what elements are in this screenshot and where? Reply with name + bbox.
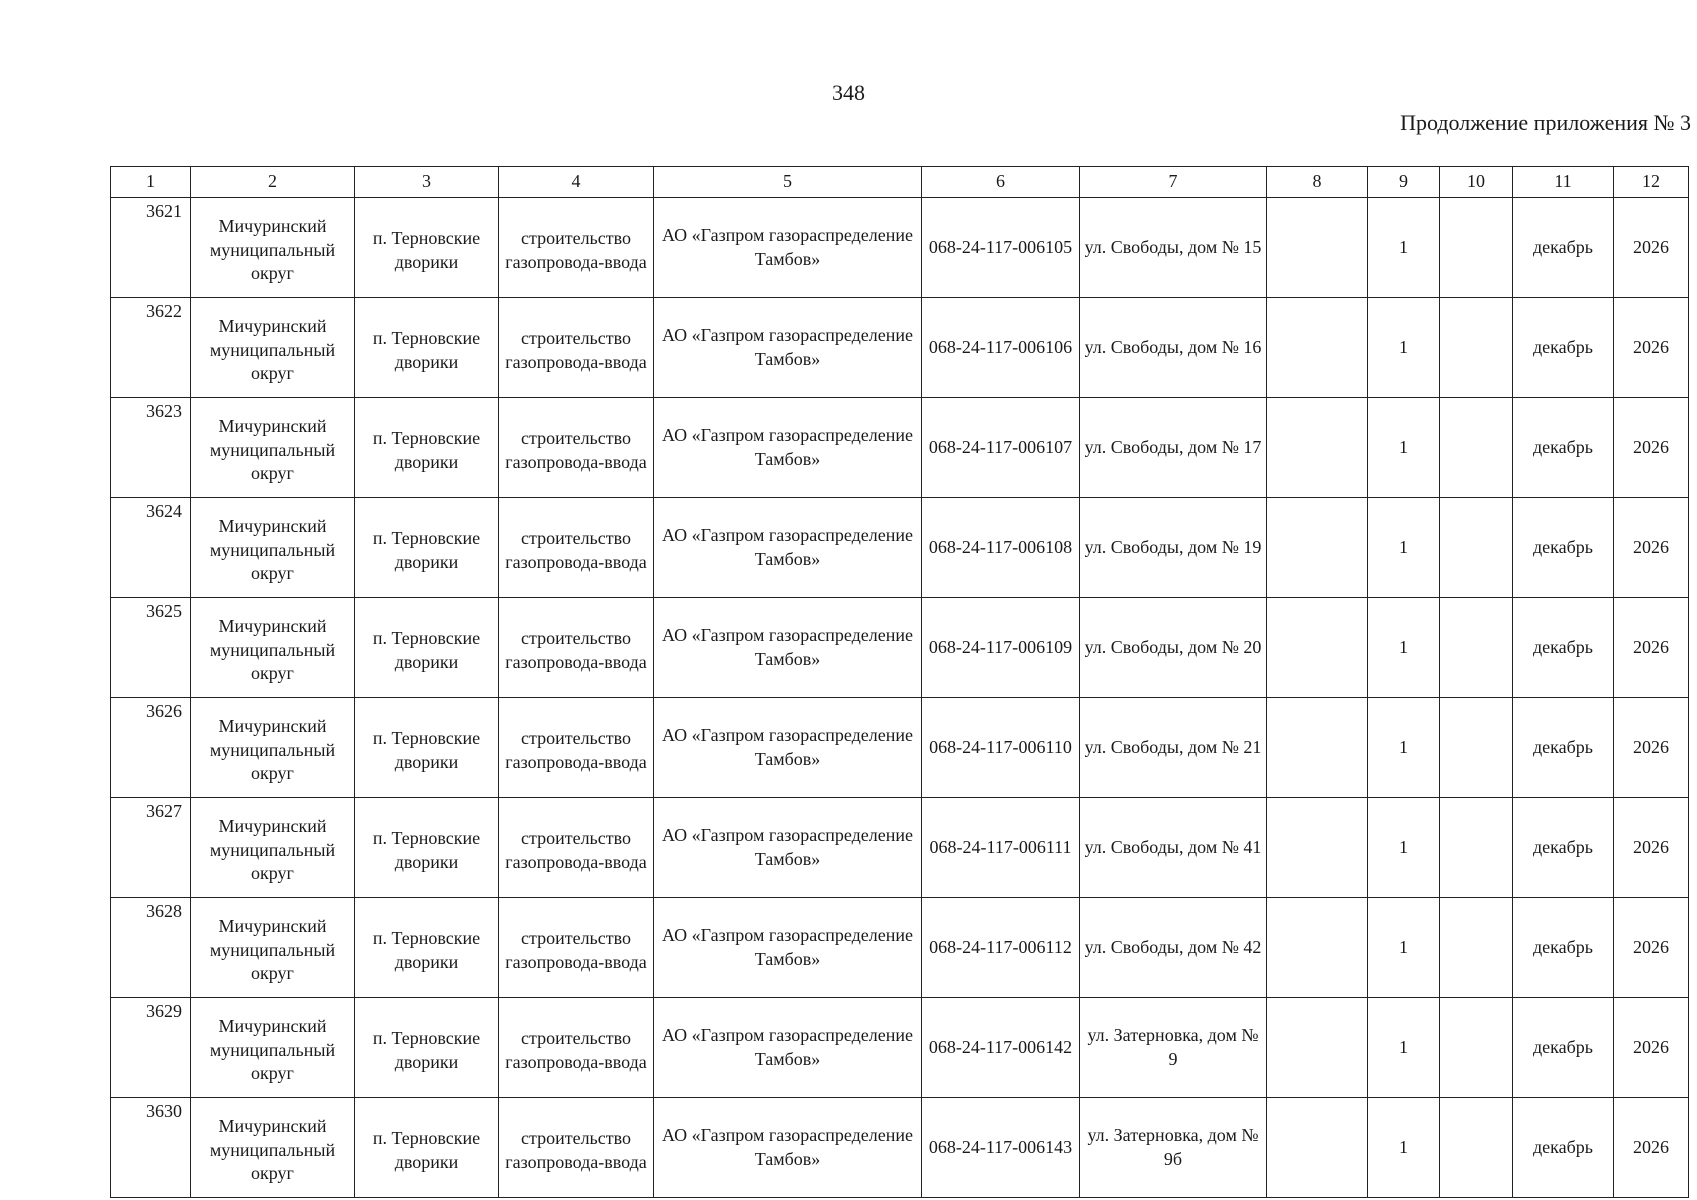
column-number: 3 bbox=[355, 167, 499, 198]
month-cell: декабрь bbox=[1513, 398, 1614, 498]
month-cell: декабрь bbox=[1513, 298, 1614, 398]
district-cell: Мичуринский муниципальный округ bbox=[191, 198, 355, 298]
address-cell: ул. Свободы, дом № 15 bbox=[1080, 198, 1267, 298]
table-row bbox=[111, 798, 1689, 898]
organization-cell: АО «Газпром газораспределение Тамбов» bbox=[654, 298, 922, 398]
page-number: 348 bbox=[832, 80, 865, 105]
continuation-title: Продолжение приложения № 3 bbox=[1400, 110, 1691, 135]
quantity-cell: 1 bbox=[1368, 998, 1440, 1098]
address-cell: ул. Свободы, дом № 42 bbox=[1080, 898, 1267, 998]
row-number: 3624 bbox=[111, 498, 191, 598]
district-cell: Мичуринский муниципальный округ bbox=[191, 1098, 355, 1198]
col8-cell bbox=[1267, 198, 1368, 298]
address-cell: ул. Свободы, дом № 19 bbox=[1080, 498, 1267, 598]
address-cell: ул. Свободы, дом № 41 bbox=[1080, 798, 1267, 898]
month-cell: декабрь bbox=[1513, 598, 1614, 698]
object-code-cell: 068-24-117-006106 bbox=[922, 298, 1080, 398]
settlement-cell: п. Терновские дворики bbox=[355, 798, 499, 898]
month-cell: декабрь bbox=[1513, 698, 1614, 798]
col10-cell bbox=[1440, 498, 1513, 598]
year-cell: 2026 bbox=[1614, 698, 1689, 798]
object-code-cell: 068-24-117-006107 bbox=[922, 398, 1080, 498]
year-cell: 2026 bbox=[1614, 598, 1689, 698]
year-cell: 2026 bbox=[1614, 898, 1689, 998]
work-type-cell: строительство газопровода-ввода bbox=[499, 1098, 654, 1198]
work-type-cell: строительство газопровода-ввода bbox=[499, 398, 654, 498]
month-cell: декабрь bbox=[1513, 998, 1614, 1098]
year-cell: 2026 bbox=[1614, 998, 1689, 1098]
district-cell: Мичуринский муниципальный округ bbox=[191, 698, 355, 798]
settlement-cell: п. Терновские дворики bbox=[355, 698, 499, 798]
organization-cell: АО «Газпром газораспределение Тамбов» bbox=[654, 198, 922, 298]
row-number: 3630 bbox=[111, 1098, 191, 1198]
year-cell: 2026 bbox=[1614, 298, 1689, 398]
address-cell: ул. Затерновка, дом № 9б bbox=[1080, 1098, 1267, 1198]
quantity-cell: 1 bbox=[1368, 298, 1440, 398]
row-number: 3622 bbox=[111, 298, 191, 398]
organization-cell: АО «Газпром газораспределение Тамбов» bbox=[654, 698, 922, 798]
address-cell: ул. Затерновка, дом № 9 bbox=[1080, 998, 1267, 1098]
object-code-cell: 068-24-117-006105 bbox=[922, 198, 1080, 298]
quantity-cell: 1 bbox=[1368, 1098, 1440, 1198]
settlement-cell: п. Терновские дворики bbox=[355, 998, 499, 1098]
settlement-cell: п. Терновские дворики bbox=[355, 598, 499, 698]
object-code-cell: 068-24-117-006109 bbox=[922, 598, 1080, 698]
col8-cell bbox=[1267, 898, 1368, 998]
table-row bbox=[111, 298, 1689, 398]
col8-cell bbox=[1267, 698, 1368, 798]
work-type-cell: строительство газопровода-ввода bbox=[499, 698, 654, 798]
work-type-cell: строительство газопровода-ввода bbox=[499, 298, 654, 398]
col8-cell bbox=[1267, 798, 1368, 898]
district-cell: Мичуринский муниципальный округ bbox=[191, 498, 355, 598]
work-type-cell: строительство газопровода-ввода bbox=[499, 498, 654, 598]
district-cell: Мичуринский муниципальный округ bbox=[191, 798, 355, 898]
col10-cell bbox=[1440, 698, 1513, 798]
year-cell: 2026 bbox=[1614, 498, 1689, 598]
table-row bbox=[111, 1098, 1689, 1198]
address-cell: ул. Свободы, дом № 21 bbox=[1080, 698, 1267, 798]
col8-cell bbox=[1267, 998, 1368, 1098]
work-type-cell: строительство газопровода-ввода bbox=[499, 798, 654, 898]
column-number: 6 bbox=[922, 167, 1080, 198]
row-number: 3628 bbox=[111, 898, 191, 998]
table-row bbox=[111, 498, 1689, 598]
district-cell: Мичуринский муниципальный округ bbox=[191, 898, 355, 998]
column-number: 1 bbox=[111, 167, 191, 198]
col8-cell bbox=[1267, 498, 1368, 598]
work-type-cell: строительство газопровода-ввода bbox=[499, 898, 654, 998]
district-cell: Мичуринский муниципальный округ bbox=[191, 998, 355, 1098]
organization-cell: АО «Газпром газораспределение Тамбов» bbox=[654, 498, 922, 598]
column-number: 4 bbox=[499, 167, 654, 198]
table-row bbox=[111, 398, 1689, 498]
column-number: 12 bbox=[1614, 167, 1689, 198]
col10-cell bbox=[1440, 798, 1513, 898]
quantity-cell: 1 bbox=[1368, 498, 1440, 598]
object-code-cell: 068-24-117-006110 bbox=[922, 698, 1080, 798]
table-row bbox=[111, 698, 1689, 798]
address-cell: ул. Свободы, дом № 20 bbox=[1080, 598, 1267, 698]
year-cell: 2026 bbox=[1614, 1098, 1689, 1198]
object-code-cell: 068-24-117-006108 bbox=[922, 498, 1080, 598]
column-number: 8 bbox=[1267, 167, 1368, 198]
year-cell: 2026 bbox=[1614, 798, 1689, 898]
month-cell: декабрь bbox=[1513, 498, 1614, 598]
quantity-cell: 1 bbox=[1368, 698, 1440, 798]
col10-cell bbox=[1440, 998, 1513, 1098]
col8-cell bbox=[1267, 598, 1368, 698]
table-row bbox=[111, 998, 1689, 1098]
settlement-cell: п. Терновские дворики bbox=[355, 198, 499, 298]
table-row bbox=[111, 898, 1689, 998]
object-code-cell: 068-24-117-006143 bbox=[922, 1098, 1080, 1198]
work-type-cell: строительство газопровода-ввода bbox=[499, 598, 654, 698]
object-code-cell: 068-24-117-006112 bbox=[922, 898, 1080, 998]
col8-cell bbox=[1267, 398, 1368, 498]
table-row bbox=[111, 198, 1689, 298]
quantity-cell: 1 bbox=[1368, 198, 1440, 298]
settlement-cell: п. Терновские дворики bbox=[355, 298, 499, 398]
district-cell: Мичуринский муниципальный округ bbox=[191, 398, 355, 498]
col10-cell bbox=[1440, 898, 1513, 998]
row-number: 3626 bbox=[111, 698, 191, 798]
row-number: 3629 bbox=[111, 998, 191, 1098]
col10-cell bbox=[1440, 398, 1513, 498]
address-cell: ул. Свободы, дом № 17 bbox=[1080, 398, 1267, 498]
table-row bbox=[111, 598, 1689, 698]
organization-cell: АО «Газпром газораспределение Тамбов» bbox=[654, 998, 922, 1098]
settlement-cell: п. Терновские дворики bbox=[355, 398, 499, 498]
organization-cell: АО «Газпром газораспределение Тамбов» bbox=[654, 1098, 922, 1198]
settlement-cell: п. Терновские дворики bbox=[355, 498, 499, 598]
quantity-cell: 1 bbox=[1368, 898, 1440, 998]
month-cell: декабрь bbox=[1513, 198, 1614, 298]
settlement-cell: п. Терновские дворики bbox=[355, 898, 499, 998]
column-number: 10 bbox=[1440, 167, 1513, 198]
row-number: 3623 bbox=[111, 398, 191, 498]
col10-cell bbox=[1440, 1098, 1513, 1198]
column-number: 2 bbox=[191, 167, 355, 198]
column-number: 5 bbox=[654, 167, 922, 198]
district-cell: Мичуринский муниципальный округ bbox=[191, 598, 355, 698]
quantity-cell: 1 bbox=[1368, 398, 1440, 498]
organization-cell: АО «Газпром газораспределение Тамбов» bbox=[654, 398, 922, 498]
object-code-cell: 068-24-117-006142 bbox=[922, 998, 1080, 1098]
month-cell: декабрь bbox=[1513, 798, 1614, 898]
month-cell: декабрь bbox=[1513, 898, 1614, 998]
quantity-cell: 1 bbox=[1368, 798, 1440, 898]
row-number: 3627 bbox=[111, 798, 191, 898]
row-number: 3625 bbox=[111, 598, 191, 698]
address-cell: ул. Свободы, дом № 16 bbox=[1080, 298, 1267, 398]
month-cell: декабрь bbox=[1513, 1098, 1614, 1198]
column-number: 11 bbox=[1513, 167, 1614, 198]
work-type-cell: строительство газопровода-ввода bbox=[499, 198, 654, 298]
col10-cell bbox=[1440, 198, 1513, 298]
schedule-table bbox=[110, 166, 1689, 1198]
col8-cell bbox=[1267, 1098, 1368, 1198]
organization-cell: АО «Газпром газораспределение Тамбов» bbox=[654, 898, 922, 998]
col10-cell bbox=[1440, 598, 1513, 698]
organization-cell: АО «Газпром газораспределение Тамбов» bbox=[654, 798, 922, 898]
row-number: 3621 bbox=[111, 198, 191, 298]
settlement-cell: п. Терновские дворики bbox=[355, 1098, 499, 1198]
column-number: 7 bbox=[1080, 167, 1267, 198]
column-number-row bbox=[111, 167, 1689, 198]
column-number: 9 bbox=[1368, 167, 1440, 198]
organization-cell: АО «Газпром газораспределение Тамбов» bbox=[654, 598, 922, 698]
quantity-cell: 1 bbox=[1368, 598, 1440, 698]
col8-cell bbox=[1267, 298, 1368, 398]
year-cell: 2026 bbox=[1614, 398, 1689, 498]
col10-cell bbox=[1440, 298, 1513, 398]
object-code-cell: 068-24-117-006111 bbox=[922, 798, 1080, 898]
work-type-cell: строительство газопровода-ввода bbox=[499, 998, 654, 1098]
district-cell: Мичуринский муниципальный округ bbox=[191, 298, 355, 398]
year-cell: 2026 bbox=[1614, 198, 1689, 298]
